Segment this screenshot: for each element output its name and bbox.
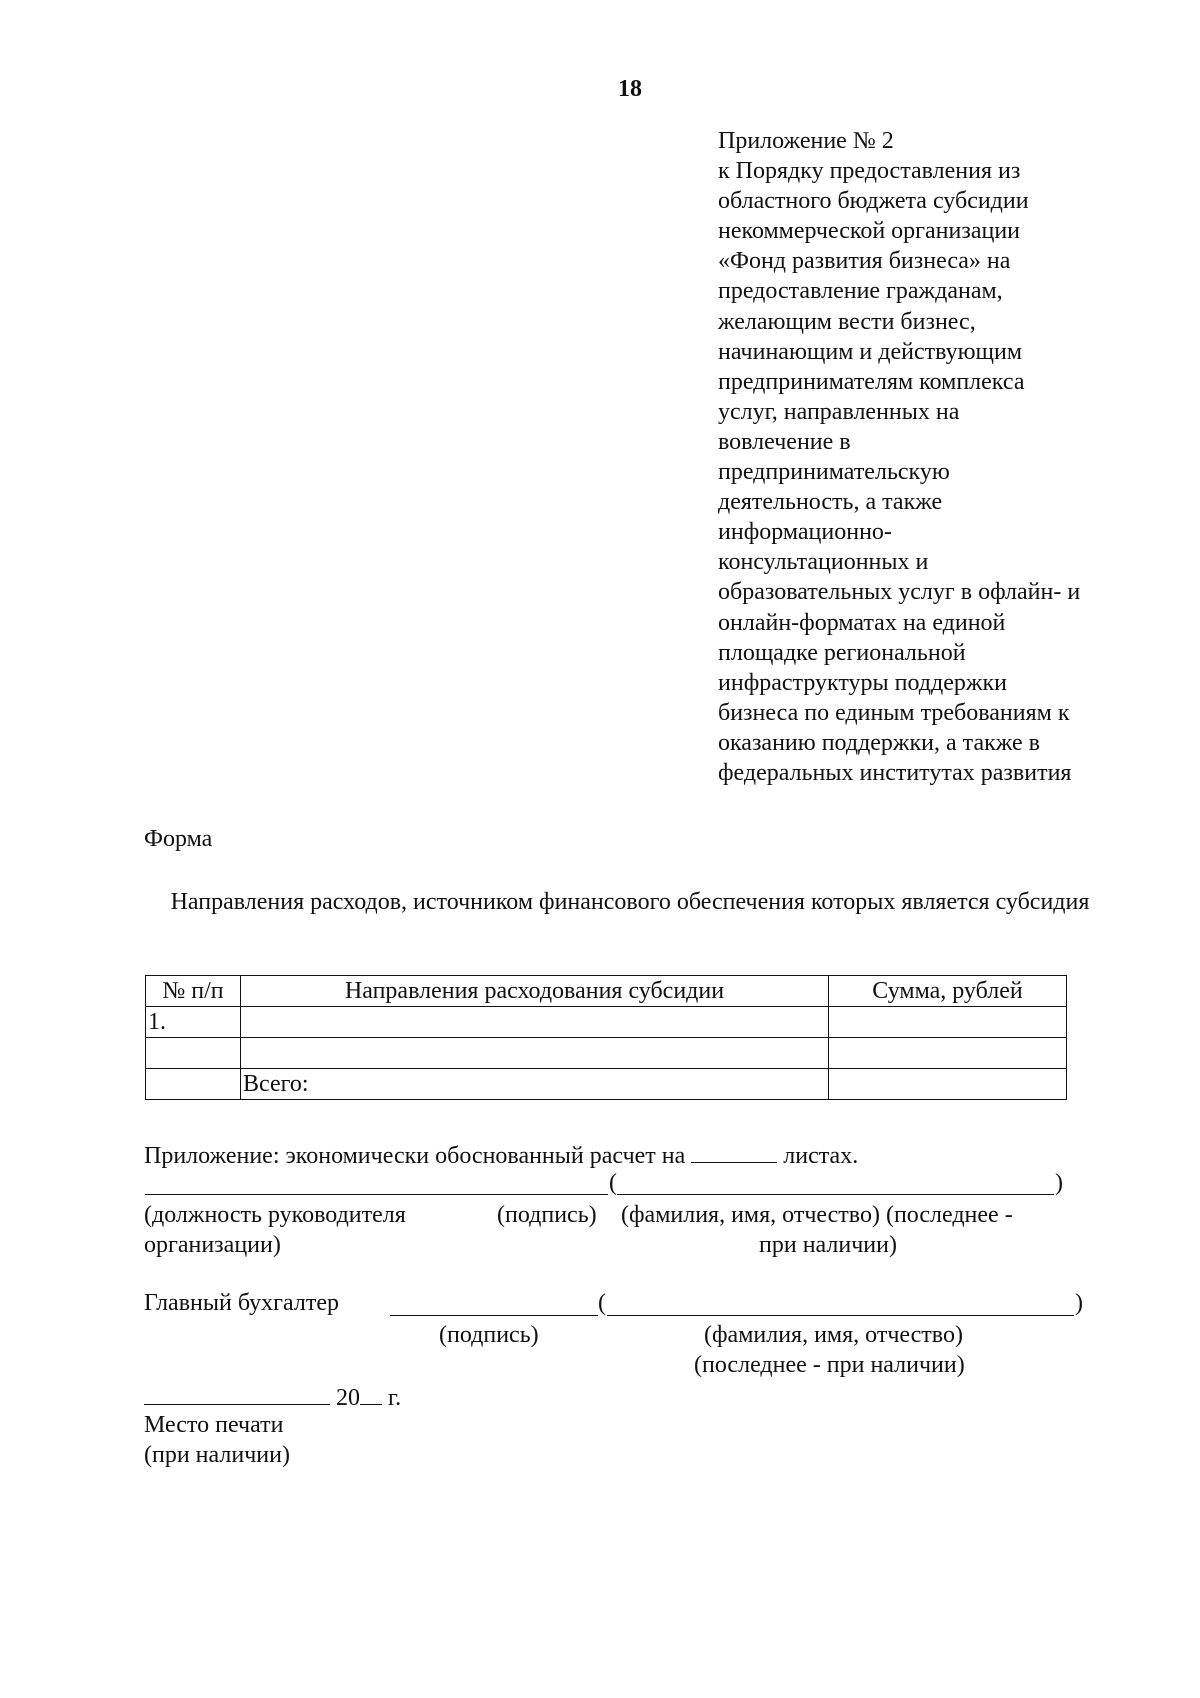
year-suffix: г. <box>382 1385 402 1411</box>
table-row <box>146 1038 1067 1069</box>
annex-line: услуг, направленных на <box>718 398 960 425</box>
table-total-row <box>146 1069 1067 1100</box>
caption-name: (фамилия, имя, отчество) (последнее - <box>621 1202 1013 1228</box>
head-name-line[interactable] <box>617 1194 1054 1195</box>
annex-line: вовлечение в <box>718 428 851 455</box>
annex-line: предоставление гражданам, <box>718 278 1003 305</box>
open-paren: ( <box>598 1290 606 1316</box>
caption-signature: (подпись) <box>439 1322 539 1348</box>
annex-line: некоммерческой организации <box>718 218 1021 245</box>
annex-line: оказанию поддержки, а также в <box>718 729 1041 756</box>
expense-table <box>145 975 1067 1100</box>
date-line <box>144 1380 401 1413</box>
column-header-direction: Направления расходования субсидии <box>241 976 829 1007</box>
year-field[interactable] <box>360 1380 382 1405</box>
caption-position: организации) <box>144 1232 281 1258</box>
annex-line: Приложение № 2 <box>718 128 894 154</box>
caption-name: (фамилия, имя, отчество) <box>704 1322 963 1348</box>
table-cell[interactable] <box>829 1007 1067 1038</box>
attachment-prefix: Приложение: экономически обоснованный расчет на <box>144 1143 686 1169</box>
table-cell[interactable] <box>241 1038 829 1069</box>
attachment-line <box>144 1138 858 1171</box>
annex-line: консультационных и <box>718 549 929 576</box>
date-field[interactable] <box>144 1380 330 1405</box>
annex-line: предпринимательскую <box>718 459 950 486</box>
attachment-suffix: листах. <box>783 1143 859 1169</box>
annex-line: онлайн-форматах на единой <box>718 609 1006 636</box>
stamp-place-label: Место печати <box>144 1412 284 1438</box>
annex-line: начинающим и действующим <box>718 338 1023 365</box>
table-cell[interactable]: 1. <box>146 1007 241 1038</box>
close-paren: ) <box>1055 1170 1063 1196</box>
column-header-amount: Сумма, рублей <box>829 976 1067 1007</box>
year-prefix: 20 <box>336 1385 360 1411</box>
table-cell[interactable] <box>146 1038 241 1069</box>
sheet-count-field[interactable] <box>691 1138 777 1163</box>
table-cell[interactable] <box>829 1038 1067 1069</box>
annex-line: информационно- <box>718 519 892 546</box>
annex-reference-block <box>718 126 1080 788</box>
caption-name: при наличии) <box>759 1232 897 1258</box>
head-position-signature-line[interactable] <box>145 1194 608 1195</box>
document-title: Направления расходов, источником финансового обеспечения которых является субсидия <box>170 889 1090 915</box>
table-cell[interactable] <box>241 1007 829 1038</box>
annex-line: площадке региональной <box>718 639 966 666</box>
annex-line: к Порядку предоставления из <box>718 158 1021 185</box>
column-header-number: № п/п <box>146 976 241 1007</box>
caption-position: (должность руководителя <box>144 1202 406 1228</box>
close-paren: ) <box>1075 1290 1083 1316</box>
annex-line: желающим вести бизнес, <box>718 308 976 335</box>
table-header-row <box>146 976 1067 1007</box>
chief-accountant-label: Главный бухгалтер <box>144 1290 339 1316</box>
form-label: Форма <box>144 826 213 852</box>
annex-line: «Фонд развития бизнеса» на <box>718 248 1011 275</box>
open-paren: ( <box>609 1170 617 1196</box>
annex-line: инфраструктуры поддержки <box>718 669 1007 696</box>
annex-line: бизнеса по единым требованиям к <box>718 699 1070 726</box>
table-cell: Всего: <box>241 1069 829 1100</box>
accountant-name-line[interactable] <box>607 1315 1074 1316</box>
caption-signature: (подпись) <box>497 1202 597 1228</box>
annex-line: образовательных услуг в офлайн- и <box>718 579 1081 606</box>
table-row <box>146 1007 1067 1038</box>
annex-line: деятельность, а также <box>718 489 943 516</box>
table-cell[interactable] <box>146 1069 241 1100</box>
caption-name: (последнее - при наличии) <box>694 1352 965 1378</box>
page-number: 18 <box>618 76 642 102</box>
accountant-signature-line[interactable] <box>390 1315 598 1316</box>
table-cell[interactable] <box>829 1069 1067 1100</box>
stamp-place-note: (при наличии) <box>144 1442 290 1468</box>
annex-line: предпринимателям комплекса <box>718 368 1025 395</box>
annex-line: областного бюджета субсидии <box>718 188 1029 215</box>
annex-line: федеральных институтах развития <box>718 759 1072 786</box>
